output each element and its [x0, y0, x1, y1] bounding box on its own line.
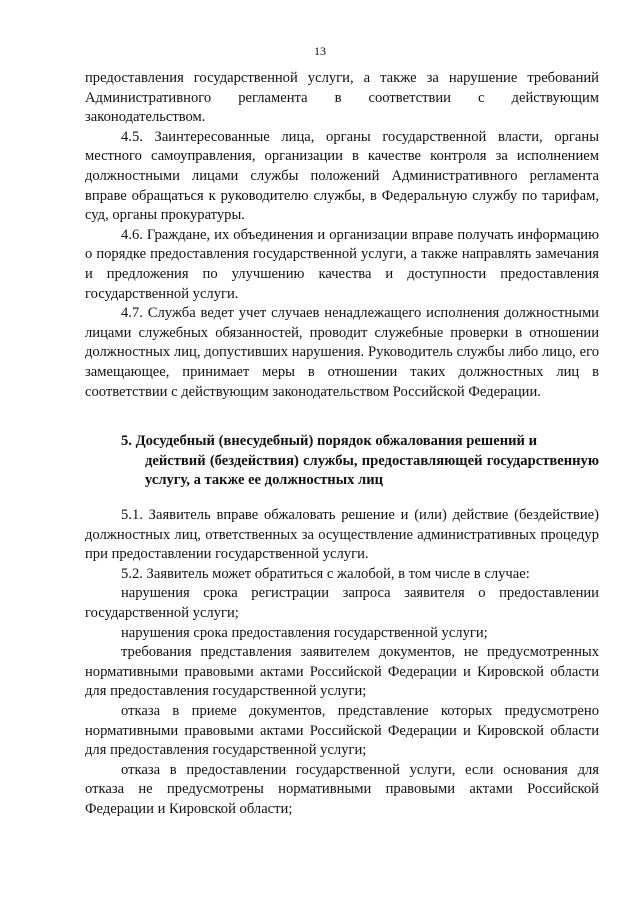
page-number: 13 — [314, 44, 326, 58]
paragraph-5-2: 5.2. Заявитель может обратиться с жалобой, в том числе в случае: — [121, 565, 530, 582]
paragraph-4-7: 4.7. Служба ведет учет случаев ненадлежащего исполнения должностными лицами служебных обязанностей, проводит служебные проверки в отношении должностных лиц, допустивших нарушения. Руководитель службы либо лицо, его замещающее, принимает меры в отношении таких должностных лиц в соответствии с действующим законодательством Российской Федерации. — [85, 305, 599, 400]
paragraph-5-1: 5.1. Заявитель вправе обжаловать решение и (или) действие (бездействие) должностных лиц, ответственных за осуществление административных процедур при предоставлении государственной услуги. — [85, 507, 599, 563]
list-item: нарушения срока предоставления государственной услуги; — [121, 624, 488, 641]
list-item: нарушения срока регистрации запроса заявителя о предоставлении государственной услуги; — [85, 585, 599, 621]
section5-heading-line1: 5. Досудебный (внесудебный) порядок обжалования решений и — [121, 433, 537, 449]
section5-body — [85, 506, 599, 820]
paragraph-4-5: 4.5. Заинтересованные лица, органы государственной власти, органы местного самоуправления, организации в качестве контроля за исполнением должностными лицами службы положений Административного регламента вправе обращаться к руководителю службы, в Федеральную службу по тарифам, суд, органы прокуратуры. — [85, 128, 599, 224]
paragraph-continuation: предоставления государственной услуги, а также за нарушение требований Административного регламента в соответствии с действующим законодательством. — [85, 70, 599, 126]
section5-heading — [85, 432, 599, 491]
list-item: требования представления заявителем документов, не предусмотренных нормативными правовыми актами Российской Федерации и Кировской области для предоставления государственной услуги; — [85, 644, 599, 700]
section4-continuation — [85, 69, 599, 402]
list-item: отказа в предоставлении государственной услуги, если основания для отказа не предусмотрены нормативными правовыми актами Российской Федерации и Кировской области; — [85, 761, 599, 817]
paragraph-4-6: 4.6. Граждане, их объединения и организации вправе получать информацию о порядке предоставления государственной услуги, а также направлять замечания и предложения по улучшению качества и доступности предоставления государственной услуги. — [85, 226, 599, 302]
list-item: отказа в приеме документов, представление которых предусмотрено нормативными правовыми актами Российской Федерации и Кировской области для предоставления государственной услуги; — [85, 702, 599, 759]
section5-heading-rest: действий (бездействия) службы, предоставляющей государственную услугу, а также ее должностных лиц — [145, 452, 599, 489]
